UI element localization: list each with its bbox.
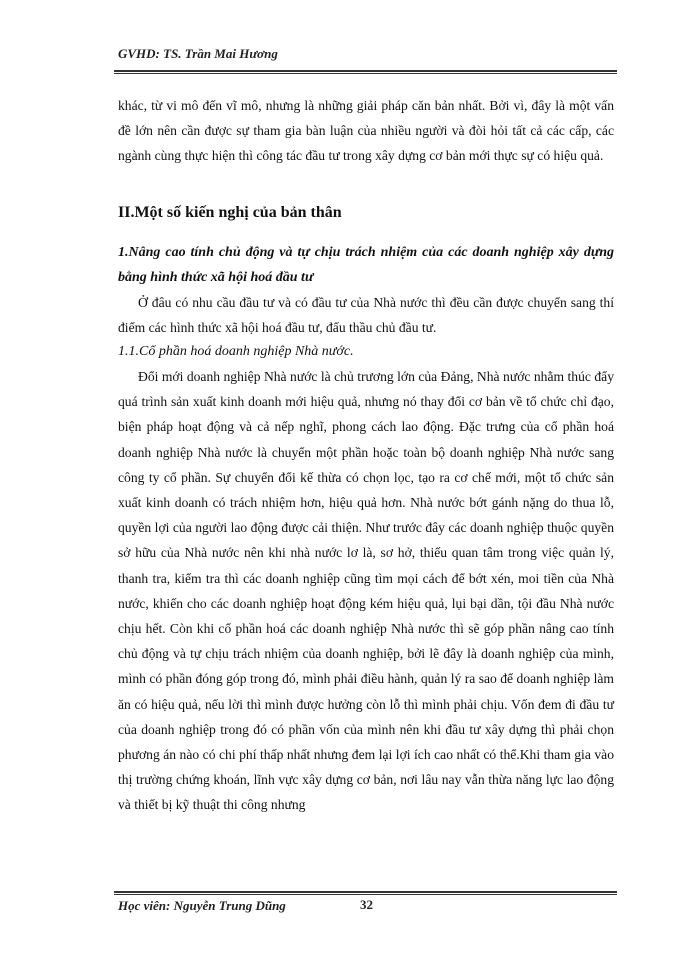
body-paragraph: Đổi mới doanh nghiệp Nhà nước là chủ trương lớn của Đảng, Nhà nước nhằm thúc đẩy quá trình sản xuất kinh doanh mới hiệu quả, nhưng nó thay đổi cơ bản về tổ chức chỉ đạo, biện pháp hoạt động và cả nếp nghĩ, phong cách lao động. Đặc trưng của cổ phần hoá doanh nghiệp Nhà nước là chuyển một phần hoặc toàn bộ doanh nghiệp Nhà nước sang công ty cổ phần. Sự chuyển đổi kế thừa có chọn lọc, tạo ra cơ chế mới, một tổ chức sản xuất kinh doanh có trách nhiệm hơn, hiệu quả hơn. Nhà nước bớt gánh nặng do thua lỗ, quyền lợi của người lao động được cải thiện. Như trước đây các doanh nghiệp thuộc quyền sở hữu của Nhà nước nên khi nhà nước lơ là, sơ hở, thiếu quan tâm trong việc quản lý, thanh tra, kiểm tra thì các doanh nghiệp cũng tìm mọi cách để bớt xén, moi tiền của Nhà nước, khiến cho các doanh nghiệp hoạt động kém hiệu quả, lụi bại dần, tội đầu Nhà nước chịu hết. Còn khi cổ phần hoá các doanh nghiệp Nhà nước thì sẽ góp phần nâng cao tính chủ động và tự chịu trách nhiệm của doanh nghiệp, bởi lẽ đây là doanh nghiệp của mình, mình có phần đóng góp trong đó, mình phải điều hành, quản lý ra sao để doanh nghiệp làm ăn có hiệu quả, nếu lời thì mình được hưởng còn lỗ thì mình phải chịu. Vốn đem đi đầu tư của doanh nghiệp trong đó có phần vốn của mình nên khi đầu tư xây dựng thì phải chọn phương án nào có chi phí thấp nhất nhưng đem lại lợi ích cao nhất có thể.Khi tham gia vào thị trường chứng khoán, lĩnh vực xây dựng cơ bản, nơi lâu nay vẫn thừa năng lực lao động và thiết bị kỹ thuật thi công nhưng: [118, 369, 614, 813]
footer-student: Học viên: Nguyễn Trung Dũng: [118, 898, 286, 913]
page-header: GVHD: TS. Trần Mai Hương: [118, 46, 278, 61]
subsubsection-heading: 1.1.Cổ phần hoá doanh nghiệp Nhà nước.: [118, 344, 354, 359]
section-heading: II.Một số kiến nghị của bản thân: [118, 204, 342, 221]
subsection-paragraph: Ở đâu có nhu cầu đầu tư và có đầu tư của Nhà nước thì đều cần được chuyển sang thí điểm các hình thức xã hội hoá đầu tư, đấu thầu chủ đầu tư.: [118, 295, 614, 336]
subsection-heading: 1.Nâng cao tính chủ động và tự chịu trách nhiệm của các doanh nghiệp xây dựng bằng hình thức xã hội hoá đầu tư: [118, 245, 614, 285]
header-rule: [114, 70, 617, 72]
intro-paragraph: khác, từ vi mô đến vĩ mô, nhưng là những giải pháp căn bản nhất. Bởi vì, đây là một vấn đề lớn nên cần được sự tham gia bàn luận của nhiều người và đòi hỏi tất cả các cấp, các ngành cùng thực hiện thì công tác đầu tư trong xây dựng cơ bản mới thực sự có hiệu quả.: [118, 98, 614, 164]
footer-rule-thin: [114, 894, 617, 895]
footer-rule: [114, 891, 617, 893]
header-rule-thin: [114, 73, 617, 74]
page-number: 32: [360, 897, 373, 912]
